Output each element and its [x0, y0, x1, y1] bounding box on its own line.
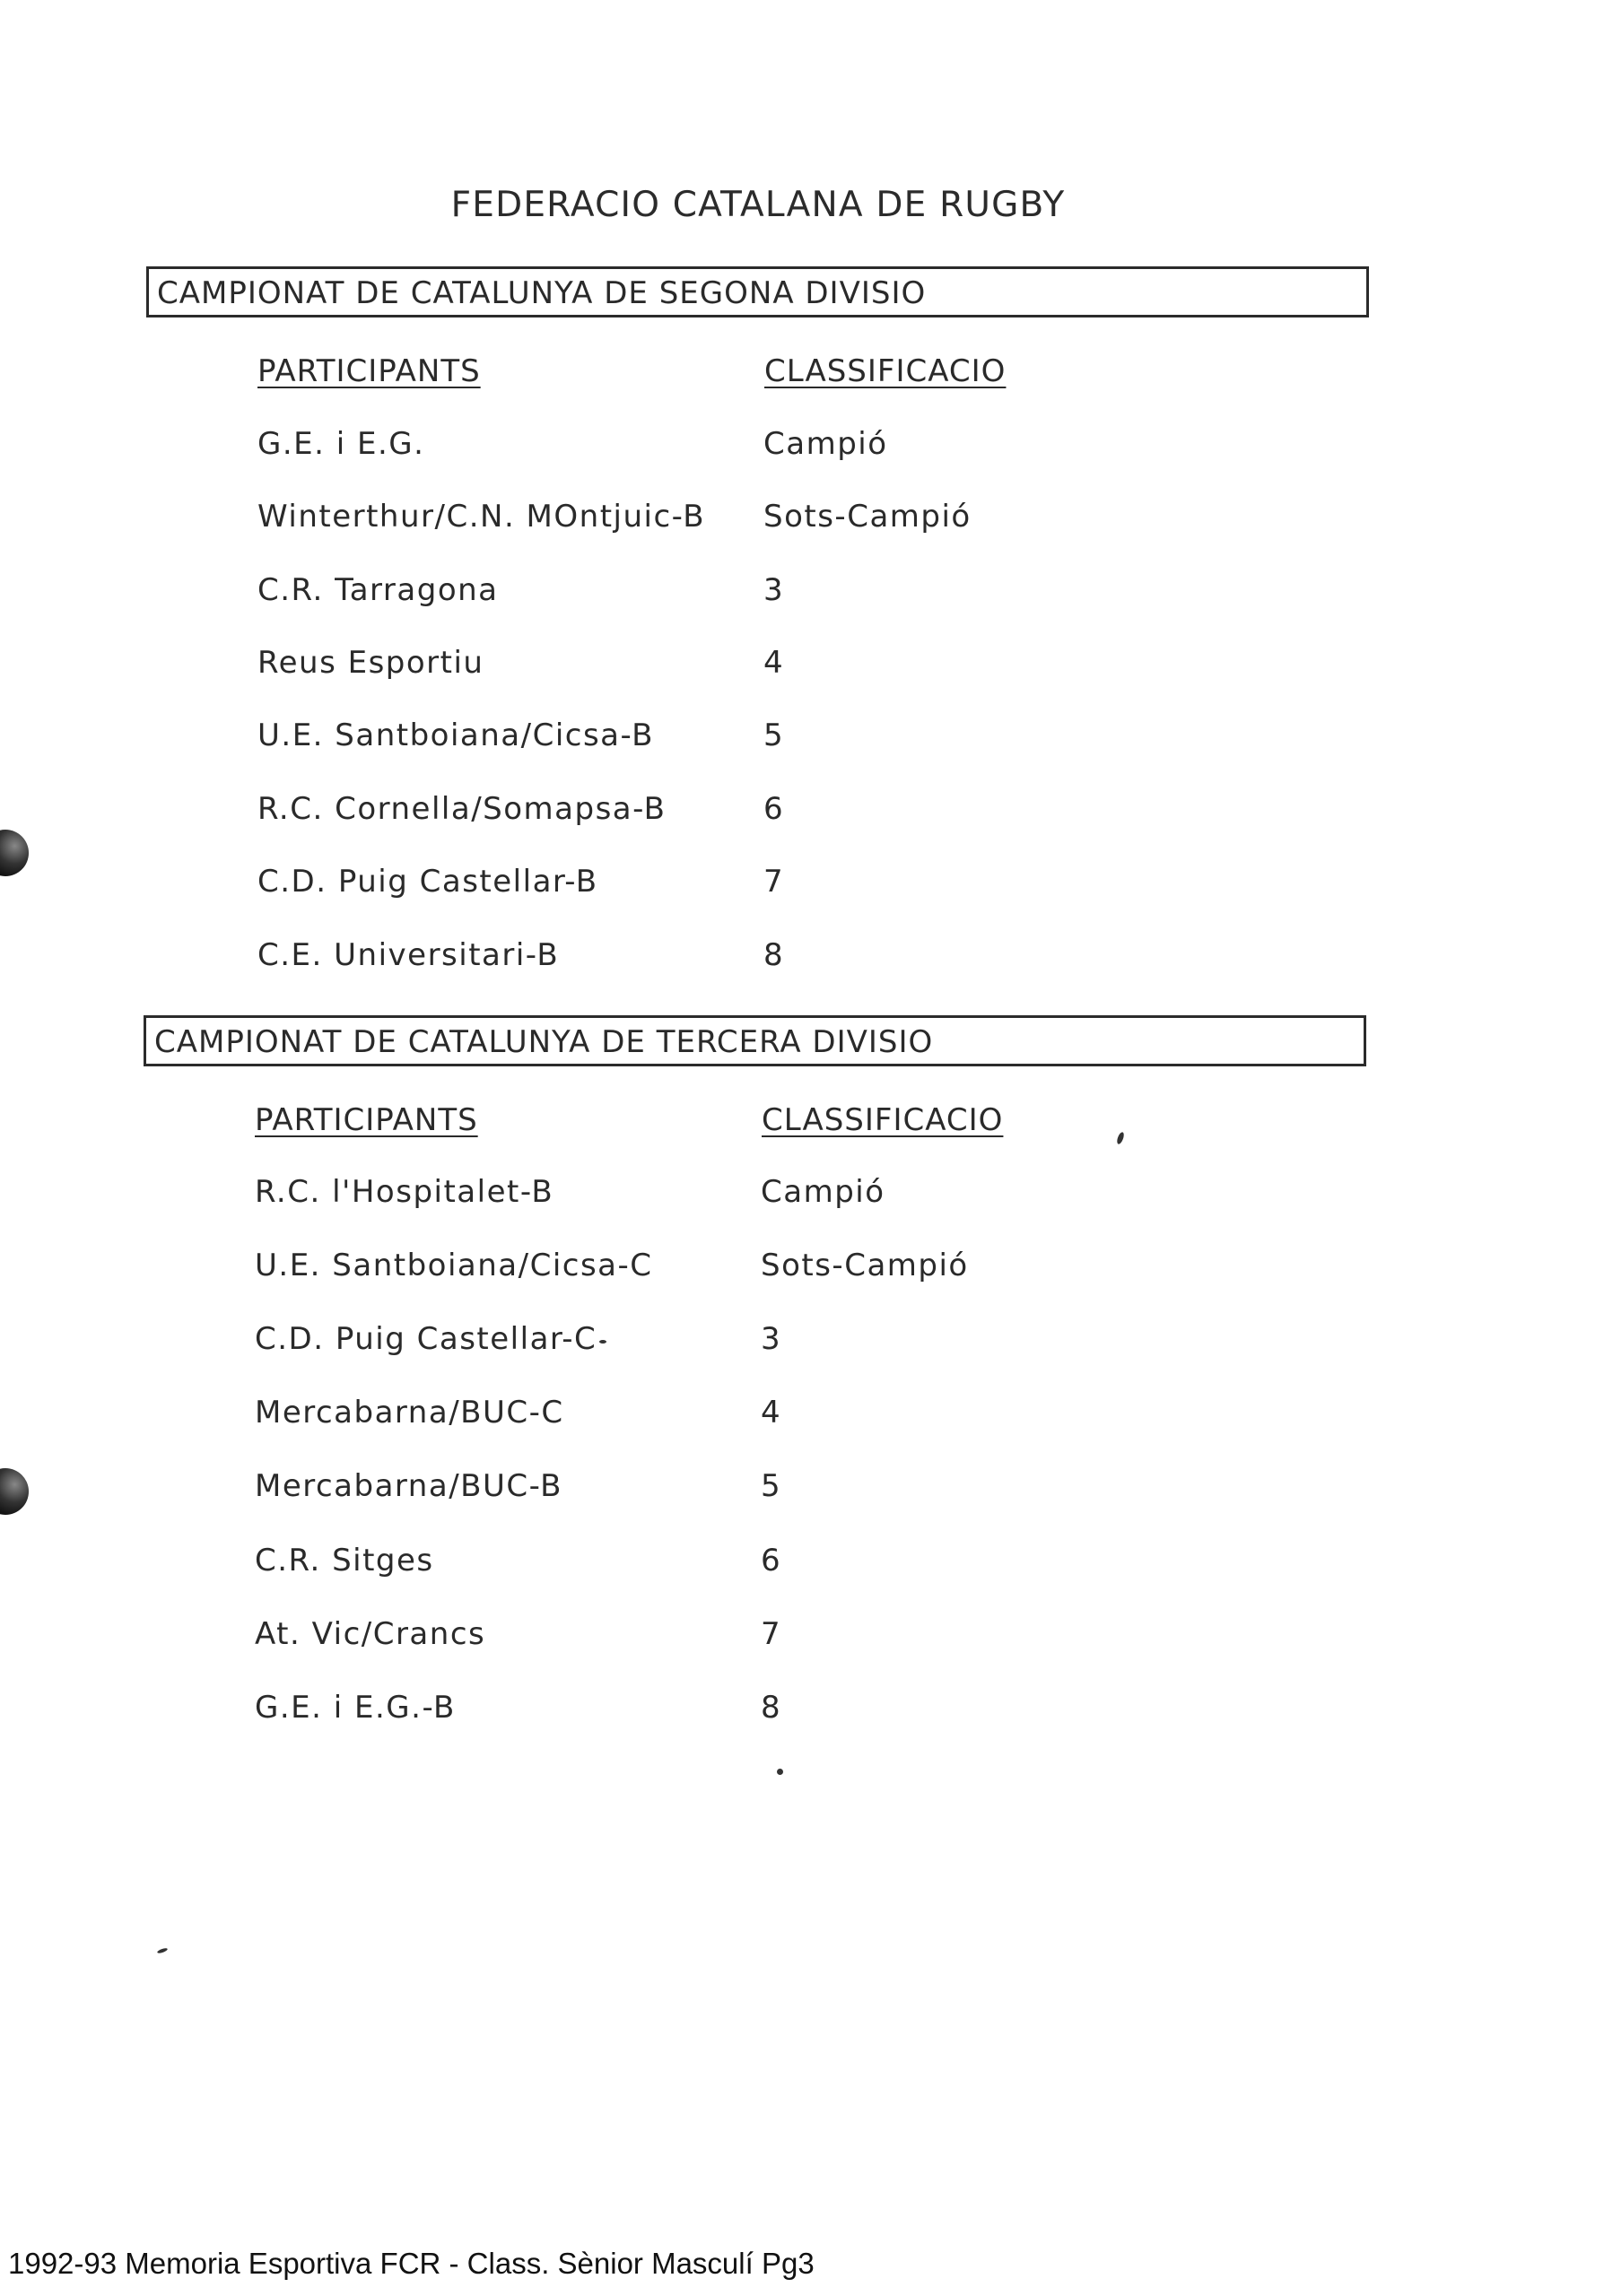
team-name: G.E. i E.G.-B	[255, 1690, 456, 1726]
team-name: G.E. i E.G.	[257, 426, 425, 462]
team-name: C.R. Sitges	[255, 1543, 434, 1578]
speck-mark	[1116, 1131, 1125, 1144]
team-name: C.R. Tarragona	[257, 572, 499, 608]
column-header-participants: PARTICIPANTS	[255, 1102, 478, 1138]
team-position: 8	[763, 937, 785, 973]
team-position: Sots-Campió	[761, 1248, 969, 1283]
team-position: Campió	[763, 426, 888, 462]
team-name: C.D. Puig Castellar-B	[257, 864, 598, 900]
section-heading-tercera	[144, 1015, 1366, 1066]
team-name: At. Vic/Crancs	[255, 1616, 486, 1652]
team-name: R.C. Cornella/Somapsa-B	[257, 791, 667, 827]
team-position: 7	[763, 864, 785, 900]
speck-mark	[777, 1769, 783, 1775]
team-name: Winterthur/C.N. MOntjuic-B	[257, 499, 706, 535]
speck-mark	[157, 1947, 169, 1954]
section-heading-text: CAMPIONAT DE CATALUNYA DE TERCERA DIVISIO	[154, 1024, 934, 1060]
team-name: U.E. Santboiana/Cicsa-B	[257, 718, 654, 753]
speck-mark	[599, 1340, 606, 1344]
team-name: C.E. Universitari-B	[257, 937, 560, 973]
team-position: 3	[761, 1321, 782, 1357]
team-name: U.E. Santboiana/Cicsa-C	[255, 1248, 653, 1283]
punch-hole-icon	[0, 1468, 29, 1515]
section-heading-text: CAMPIONAT DE CATALUNYA DE SEGONA DIVISIO	[157, 275, 927, 311]
section-heading-segona	[146, 266, 1369, 317]
team-name: Mercabarna/BUC-C	[255, 1395, 564, 1431]
page-footer: 1992-93 Memoria Esportiva FCR - Class. Sènior Masculí Pg3	[8, 2247, 815, 2280]
document-title: FEDERACIO CATALANA DE RUGBY	[450, 185, 1066, 225]
team-position: 4	[763, 645, 785, 681]
team-name: Mercabarna/BUC-B	[255, 1468, 562, 1504]
team-name: C.D. Puig Castellar-C	[255, 1321, 597, 1357]
team-position: Campió	[761, 1174, 885, 1210]
team-position: 8	[761, 1690, 782, 1726]
team-position: 5	[761, 1468, 782, 1504]
team-name: R.C. l'Hospitalet-B	[255, 1174, 554, 1210]
team-position: 6	[763, 791, 785, 827]
column-header-participants: PARTICIPANTS	[257, 353, 481, 389]
team-position: 5	[763, 718, 785, 753]
team-name: Reus Esportiu	[257, 645, 484, 681]
team-position: 6	[761, 1543, 782, 1578]
column-header-classification: CLASSIFICACIO	[762, 1102, 1004, 1138]
punch-hole-icon	[0, 830, 29, 876]
team-position: Sots-Campió	[763, 499, 972, 535]
team-position: 4	[761, 1395, 782, 1431]
column-header-classification: CLASSIFICACIO	[764, 353, 1007, 389]
team-position: 3	[763, 572, 785, 608]
team-position: 7	[761, 1616, 782, 1652]
